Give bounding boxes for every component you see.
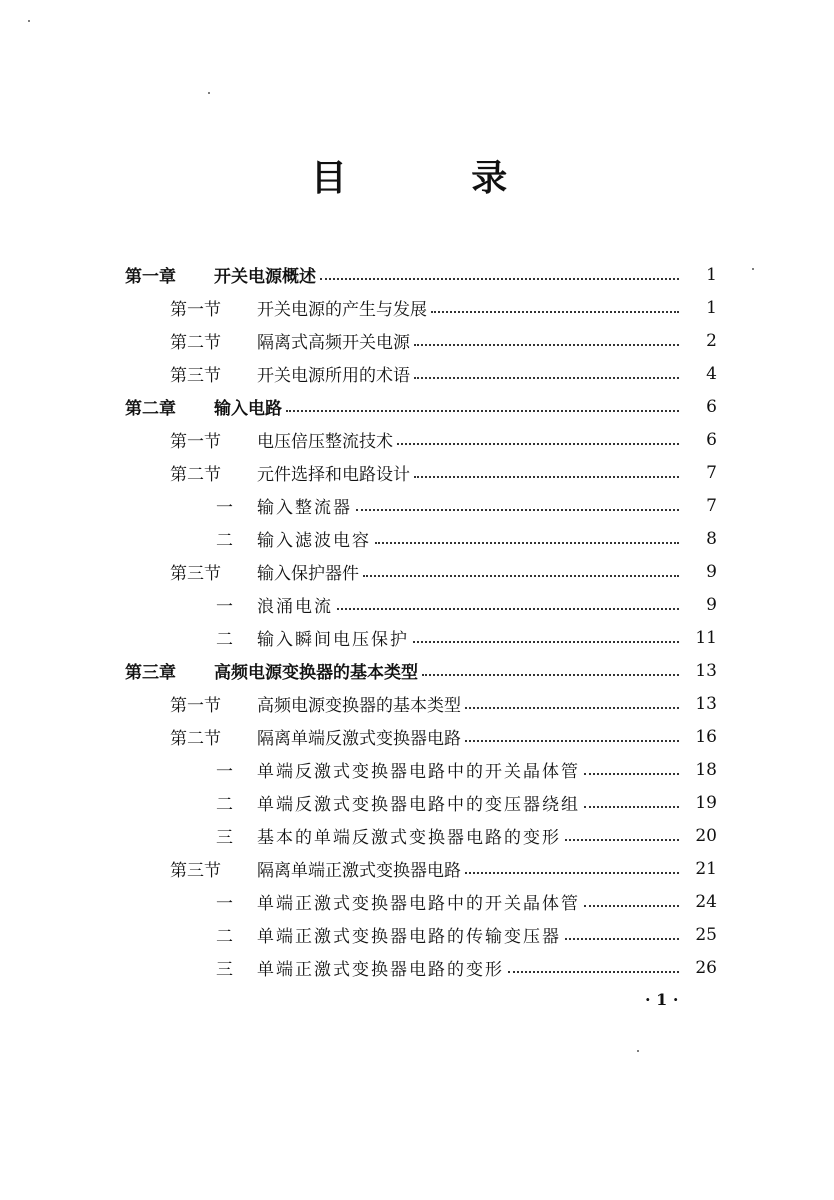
dot-leader bbox=[337, 608, 679, 610]
toc-entry-title: 输入保护器件 bbox=[257, 564, 359, 584]
toc-chapter[interactable] bbox=[0, 390, 834, 423]
toc-entry-page: 1 bbox=[706, 264, 717, 285]
dot-leader bbox=[414, 476, 679, 478]
toc-section[interactable] bbox=[0, 324, 834, 357]
toc-entry-number: 第三章 bbox=[125, 663, 176, 683]
toc-entry-number: 第一节 bbox=[170, 696, 221, 716]
toc-entry-page: 4 bbox=[706, 363, 717, 384]
dot-leader bbox=[356, 509, 679, 511]
dot-leader bbox=[431, 311, 679, 313]
toc-entry-page: 20 bbox=[695, 825, 717, 846]
dot-leader bbox=[584, 773, 679, 775]
toc-entry-page: 16 bbox=[695, 726, 717, 747]
toc-subsection[interactable] bbox=[0, 489, 834, 522]
toc-section[interactable] bbox=[0, 291, 834, 324]
table-of-contents bbox=[0, 258, 834, 984]
toc-subsection[interactable] bbox=[0, 819, 834, 852]
toc-entry-page: 7 bbox=[706, 462, 717, 483]
toc-entry-number: 二 bbox=[216, 927, 233, 947]
toc-entry-title: 输入滤波电容 bbox=[257, 531, 371, 551]
toc-entry-title: 电压倍压整流技术 bbox=[257, 432, 393, 452]
toc-entry-title: 浪涌电流 bbox=[257, 597, 333, 617]
toc-entry-title: 单端反激式变换器电路中的开关晶体管 bbox=[257, 762, 580, 782]
dot-leader bbox=[465, 707, 679, 709]
dot-leader bbox=[414, 344, 679, 346]
toc-entry-number: 第二节 bbox=[170, 465, 221, 485]
scan-speck bbox=[28, 20, 30, 22]
toc-entry-title: 高频电源变换器的基本类型 bbox=[214, 663, 418, 683]
toc-entry-number: 一 bbox=[216, 597, 233, 617]
toc-entry-number: 二 bbox=[216, 531, 233, 551]
toc-chapter[interactable] bbox=[0, 258, 834, 291]
toc-subsection[interactable] bbox=[0, 918, 834, 951]
dot-leader bbox=[363, 575, 679, 577]
toc-entry-number: 第一章 bbox=[125, 267, 176, 287]
toc-entry-page: 18 bbox=[695, 759, 717, 780]
toc-entry-page: 8 bbox=[706, 528, 717, 549]
toc-entry-title: 单端正激式变换器电路的传输变压器 bbox=[257, 927, 561, 947]
dot-leader bbox=[397, 443, 679, 445]
toc-entry-page: 6 bbox=[706, 396, 717, 417]
toc-entry-number: 一 bbox=[216, 762, 233, 782]
dot-leader bbox=[413, 641, 679, 643]
toc-entry-number: 三 bbox=[216, 828, 233, 848]
toc-entry-title: 单端正激式变换器电路中的开关晶体管 bbox=[257, 894, 580, 914]
dot-leader bbox=[465, 872, 679, 874]
dot-leader bbox=[584, 806, 679, 808]
toc-entry-page: 1 bbox=[706, 297, 717, 318]
toc-entry-number: 第一节 bbox=[170, 432, 221, 452]
toc-entry-number: 第二节 bbox=[170, 333, 221, 353]
dot-leader bbox=[375, 542, 679, 544]
toc-chapter[interactable] bbox=[0, 654, 834, 687]
dot-leader bbox=[414, 377, 679, 379]
dot-leader bbox=[584, 905, 679, 907]
toc-subsection[interactable] bbox=[0, 522, 834, 555]
toc-section[interactable] bbox=[0, 720, 834, 753]
toc-entry-title: 基本的单端反激式变换器电路的变形 bbox=[257, 828, 561, 848]
dot-leader bbox=[422, 674, 679, 676]
toc-entry-page: 9 bbox=[706, 594, 717, 615]
toc-entry-page: 19 bbox=[695, 792, 717, 813]
toc-section[interactable] bbox=[0, 687, 834, 720]
toc-entry-page: 9 bbox=[706, 561, 717, 582]
toc-entry-title: 隔离单端正激式变换器电路 bbox=[257, 861, 461, 881]
toc-section[interactable] bbox=[0, 555, 834, 588]
scan-speck bbox=[208, 92, 210, 94]
dot-leader bbox=[565, 839, 679, 841]
toc-section[interactable] bbox=[0, 456, 834, 489]
toc-entry-page: 26 bbox=[695, 957, 717, 978]
toc-section[interactable] bbox=[0, 357, 834, 390]
toc-entry-number: 二 bbox=[216, 795, 233, 815]
toc-entry-page: 11 bbox=[695, 627, 717, 648]
toc-entry-title: 单端反激式变换器电路中的变压器绕组 bbox=[257, 795, 580, 815]
dot-leader bbox=[565, 938, 679, 940]
toc-entry-title: 输入整流器 bbox=[257, 498, 352, 518]
toc-entry-page: 25 bbox=[695, 924, 717, 945]
toc-entry-number: 第三节 bbox=[170, 564, 221, 584]
toc-entry-page: 13 bbox=[695, 693, 717, 714]
toc-entry-title: 输入电路 bbox=[214, 399, 282, 419]
toc-entry-number: 第二节 bbox=[170, 729, 221, 749]
toc-entry-title: 高频电源变换器的基本类型 bbox=[257, 696, 461, 716]
toc-subsection[interactable] bbox=[0, 621, 834, 654]
toc-entry-page: 21 bbox=[695, 858, 717, 879]
toc-entry-title: 开关电源的产生与发展 bbox=[257, 300, 427, 320]
toc-entry-number: 一 bbox=[216, 498, 233, 518]
toc-section[interactable] bbox=[0, 852, 834, 885]
toc-entry-page: 13 bbox=[695, 660, 717, 681]
dot-leader bbox=[508, 971, 679, 973]
toc-subsection[interactable] bbox=[0, 951, 834, 984]
toc-entry-page: 24 bbox=[695, 891, 717, 912]
dot-leader bbox=[465, 740, 679, 742]
toc-entry-number: 第二章 bbox=[125, 399, 176, 419]
toc-entry-title: 单端正激式变换器电路的变形 bbox=[257, 960, 504, 980]
toc-entry-title: 元件选择和电路设计 bbox=[257, 465, 410, 485]
toc-entry-page: 6 bbox=[706, 429, 717, 450]
toc-entry-page: 7 bbox=[706, 495, 717, 516]
page-title: 目 录 bbox=[310, 158, 564, 199]
toc-entry-number: 第三节 bbox=[170, 861, 221, 881]
toc-entry-title: 开关电源概述 bbox=[214, 267, 316, 287]
toc-subsection[interactable] bbox=[0, 588, 834, 621]
toc-entry-title: 隔离式高频开关电源 bbox=[257, 333, 410, 353]
toc-entry-title: 开关电源所用的术语 bbox=[257, 366, 410, 386]
toc-entry-title: 隔离单端反激式变换器电路 bbox=[257, 729, 461, 749]
toc-entry-number: 二 bbox=[216, 630, 233, 650]
toc-section[interactable] bbox=[0, 423, 834, 456]
dot-leader bbox=[286, 410, 679, 412]
page-number: · 1 · bbox=[645, 990, 679, 1009]
scan-speck bbox=[752, 268, 754, 270]
toc-entry-title: 输入瞬间电压保护 bbox=[257, 630, 409, 650]
toc-subsection[interactable] bbox=[0, 753, 834, 786]
dot-leader bbox=[320, 278, 679, 280]
scan-speck bbox=[637, 1050, 639, 1052]
toc-subsection[interactable] bbox=[0, 786, 834, 819]
toc-entry-number: 三 bbox=[216, 960, 233, 980]
toc-entry-number: 第一节 bbox=[170, 300, 221, 320]
toc-entry-page: 2 bbox=[706, 330, 717, 351]
toc-entry-number: 一 bbox=[216, 894, 233, 914]
toc-entry-number: 第三节 bbox=[170, 366, 221, 386]
toc-subsection[interactable] bbox=[0, 885, 834, 918]
